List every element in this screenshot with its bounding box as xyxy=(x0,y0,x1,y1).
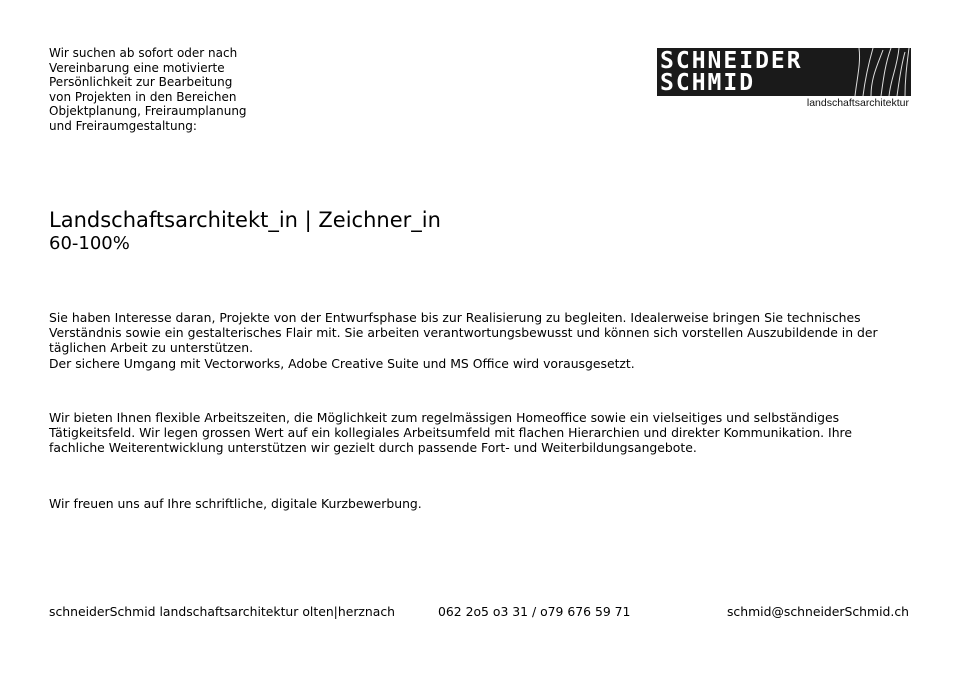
job-title: Landschaftsarchitekt_in | Zeichner_in xyxy=(49,208,441,232)
paragraph-line: Wir freuen uns auf Ihre schriftliche, digitale Kurzbewerbung. xyxy=(49,496,422,511)
logo-line-1: SCHNEIDER xyxy=(660,48,803,74)
footer-phone: 062 2o5 o3 31 / o79 676 59 71 xyxy=(438,604,631,619)
paragraph-line: täglichen Arbeit zu unterstützen. xyxy=(49,340,254,356)
paragraph-line: Tätigkeitsfeld. Wir legen grossen Wert auf ein kollegiales Arbeitsumfeld mit flachen Hierarchien und direkter Kommunikation. Ihre xyxy=(49,425,852,441)
paragraph-closing xyxy=(49,496,899,511)
paragraph-line: Der sichere Umgang mit Vectorworks, Adobe Creative Suite und MS Office wird vorausgesetzt. xyxy=(49,355,635,371)
intro-line: Vereinbarung eine motivierte xyxy=(49,60,225,75)
company-logo xyxy=(657,48,911,110)
paragraph-offer xyxy=(49,410,899,456)
intro-text xyxy=(49,46,309,134)
intro-line: Persönlichkeit zur Bearbeitung xyxy=(49,75,233,90)
paragraph-line: Verständnis sowie ein gestalterisches Flair mit. Sie arbeiten verantwortungsbewusst und können sich vorstellen Auszubildende in der xyxy=(49,325,878,341)
intro-line: von Projekten in den Bereichen xyxy=(49,89,237,104)
job-workload: 60-100% xyxy=(49,233,130,254)
logo-line-2: SCHMID xyxy=(660,70,756,96)
intro-line: und Freiraumgestaltung: xyxy=(49,118,197,133)
paragraph-line: Sie haben Interesse daran, Projekte von der Entwurfsphase bis zur Realisierung zu begleiten. Idealerweise bringen Sie technisches xyxy=(49,310,861,325)
footer-company: schneiderSchmid landschaftsarchitektur olten|herznach xyxy=(49,604,396,619)
paragraph-line: fachliche Weiterentwicklung unterstützen wir gezielt durch passende Fort- und Weiterbildungsangebote. xyxy=(49,440,697,456)
logo-box xyxy=(657,48,911,96)
logo-grass-icon xyxy=(847,48,911,96)
intro-line: Objektplanung, Freiraumplanung xyxy=(49,104,247,119)
logo-subtitle: landschaftsarchitektur xyxy=(806,97,909,109)
intro-line: Wir suchen ab sofort oder nach xyxy=(49,46,238,60)
footer-email[interactable]: schmid@schneiderSchmid.ch xyxy=(726,604,909,619)
paragraph-line: Wir bieten Ihnen flexible Arbeitszeiten, die Möglichkeit zum regelmässigen Homeoffice sowie ein vielseitiges und selbständiges xyxy=(49,410,840,425)
paragraph-requirements xyxy=(49,310,899,371)
